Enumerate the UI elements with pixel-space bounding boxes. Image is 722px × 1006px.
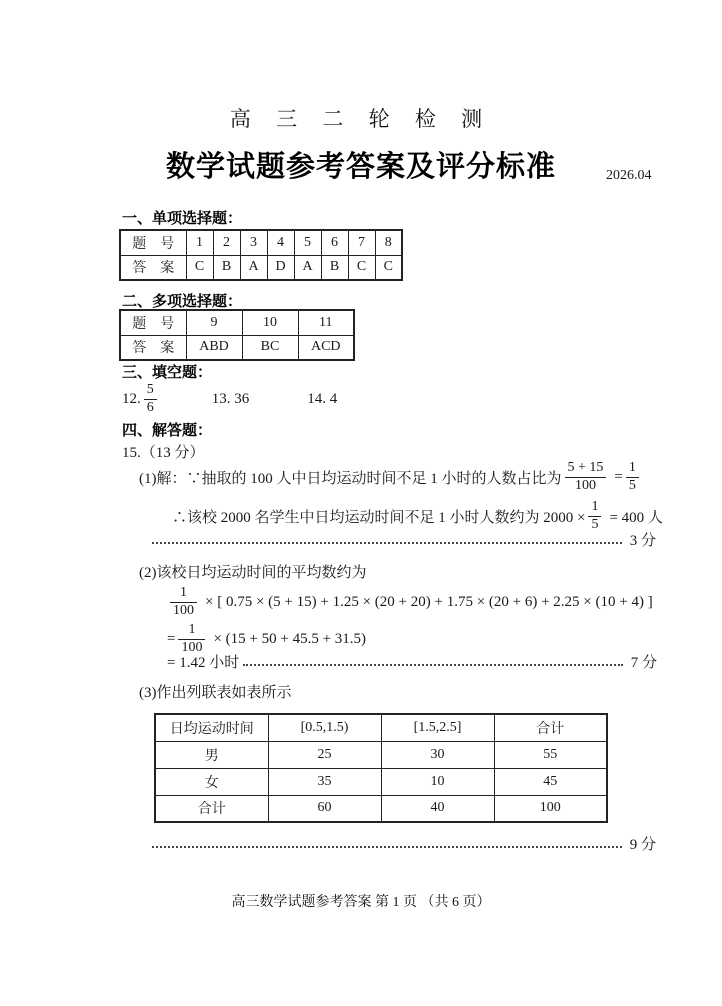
data-cell: 40	[381, 795, 494, 822]
q15-part1-line1	[139, 456, 642, 498]
data-cell: 35	[268, 768, 381, 795]
answer-cell: C	[375, 255, 402, 280]
answer-cell: A	[240, 255, 267, 280]
equals-sign: =	[614, 468, 623, 485]
section3-heading: 三、填空题：	[122, 364, 213, 381]
fraction-numerator: 5	[144, 382, 157, 399]
answer-cell: B	[213, 255, 240, 280]
question-number: 8	[375, 230, 402, 255]
fraction-denominator: 6	[146, 399, 154, 415]
data-cell: 10	[381, 768, 494, 795]
exam-round-title: 高 三 二 轮 检 测	[229, 107, 493, 131]
section2-heading: 二、多项选择题：	[122, 293, 243, 310]
part1-line2-text: ∴该校 2000 名学生中日均运动时间不足 1 小时人数约为 2000 ×	[172, 509, 586, 526]
dotted-leader	[152, 542, 622, 544]
q12-fraction	[144, 382, 157, 415]
table-row	[120, 255, 402, 280]
fraction-numerator: 5 + 15	[565, 460, 607, 477]
q15-part3-intro	[139, 680, 292, 702]
data-cell: 30	[381, 741, 494, 768]
question-number: 11	[298, 310, 354, 335]
answer-cell: A	[294, 255, 321, 280]
part2-score: 7 分	[630, 655, 657, 671]
data-cell: 25	[268, 741, 381, 768]
fraction-denominator: 100	[181, 639, 203, 655]
part2-intro-text: (2)该校日均运动时间的平均数约为	[139, 564, 367, 581]
answer-cell: D	[267, 255, 294, 280]
part2-expression2: × (15 + 50 + 45.5 + 31.5)	[213, 630, 367, 647]
document-title: 数学试题参考答案及评分标准	[165, 151, 556, 183]
row-label: 女	[155, 768, 268, 795]
table-row	[155, 795, 607, 822]
row-label-answer: 答 案	[120, 255, 186, 280]
question-number: 5	[294, 230, 321, 255]
table-row	[155, 741, 607, 768]
fill-blank-answers	[122, 379, 337, 419]
part1-line2-suffix: = 400 人	[609, 509, 663, 526]
question-number: 4	[267, 230, 294, 255]
header-cell: 日均运动时间	[155, 714, 268, 741]
question-number: 3	[240, 230, 267, 255]
table-row	[120, 230, 402, 255]
part2-result: = 1.42 小时	[167, 655, 240, 671]
q15-part2-intro	[139, 560, 367, 582]
part2-expression1: × [ 0.75 × (5 + 15) + 1.25 × (20 + 20) + 1.75 × (20 + 6) + 2.25 × (10 + 4) ]	[205, 593, 653, 610]
answer-cell: ABD	[186, 335, 242, 360]
q12-label: 12.	[122, 390, 141, 407]
row-label-answer: 答 案	[120, 335, 186, 360]
fraction	[626, 460, 639, 493]
section1-heading: 一、单项选择题：	[122, 210, 243, 227]
data-cell: 45	[494, 768, 607, 795]
section4-heading: 四、解答题：	[122, 422, 213, 439]
question-number: 10	[242, 310, 298, 335]
multi-choice-answer-table	[119, 309, 355, 361]
answer-cell: C	[186, 255, 213, 280]
part3-score-line	[148, 832, 656, 854]
q15-part2-formula1	[167, 581, 653, 623]
row-label: 男	[155, 741, 268, 768]
answer-cell: BC	[242, 335, 298, 360]
row-label-number: 题 号	[120, 310, 186, 335]
part1-score: 3 分	[629, 533, 656, 549]
table-row	[120, 335, 354, 360]
table-row	[155, 768, 607, 795]
data-cell: 55	[494, 741, 607, 768]
dotted-leader	[152, 846, 622, 848]
dotted-leader	[243, 664, 623, 666]
question-number: 6	[321, 230, 348, 255]
answer-cell: ACD	[298, 335, 354, 360]
fraction-denominator: 100	[173, 602, 194, 618]
q13-answer: 13. 36	[211, 390, 250, 407]
answer-cell: C	[348, 255, 375, 280]
document-date: 2026.04	[606, 168, 652, 183]
part3-score: 9 分	[629, 837, 656, 853]
answer-cell: B	[321, 255, 348, 280]
table-row	[120, 310, 354, 335]
fraction	[170, 585, 197, 618]
page-footer: 高三数学试题参考答案 第 1 页 （共 6 页）	[231, 895, 491, 910]
question-number: 7	[348, 230, 375, 255]
q15-part2-result-line	[167, 651, 657, 672]
question-number: 9	[186, 310, 242, 335]
q14-answer: 14. 4	[307, 390, 338, 407]
row-label: 合计	[155, 795, 268, 822]
fraction-numerator: 1	[626, 460, 639, 477]
part3-intro-text: (3)作出列联表如表所示	[139, 684, 292, 701]
header-cell: [0.5,1.5)	[268, 714, 381, 741]
fraction-denominator: 100	[574, 477, 596, 493]
contingency-table	[154, 713, 608, 823]
data-cell: 100	[494, 795, 607, 822]
row-label-number: 题 号	[120, 230, 186, 255]
fraction-numerator: 1	[170, 585, 197, 602]
part1-score-line	[148, 528, 656, 550]
fraction-numerator: 1	[178, 622, 205, 639]
data-cell: 60	[268, 795, 381, 822]
equals-sign: =	[167, 630, 176, 647]
question-number: 1	[186, 230, 213, 255]
header-cell: [1.5,2.5]	[381, 714, 494, 741]
fraction-denominator: 5	[591, 516, 599, 532]
single-choice-answer-table	[119, 229, 403, 281]
header-cell: 合计	[494, 714, 607, 741]
question-number: 2	[213, 230, 240, 255]
table-header-row	[155, 714, 607, 741]
q15-label: 15.（13 分）	[122, 445, 205, 461]
fraction-denominator: 5	[628, 477, 636, 493]
fraction-numerator: 1	[588, 499, 601, 516]
part1-line1-text: (1)解：∵抽取的 100 人中日均运动时间不足 1 小时的人数占比为	[139, 470, 562, 487]
fraction	[565, 460, 607, 493]
